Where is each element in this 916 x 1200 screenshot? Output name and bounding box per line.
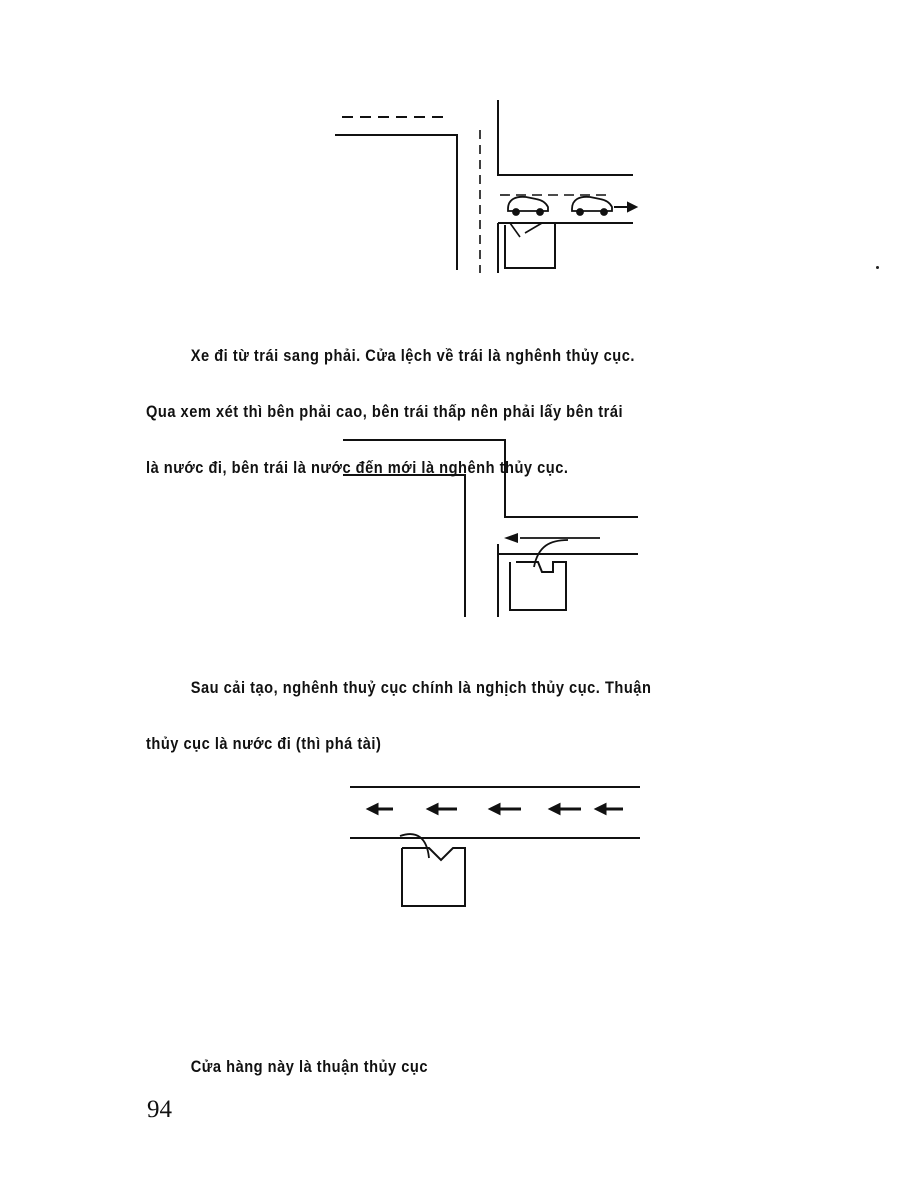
road-right-edge	[498, 100, 633, 175]
store-outline	[510, 562, 566, 610]
figure-1-junction-cars	[330, 95, 640, 275]
paragraph-3	[146, 1025, 705, 1109]
paragraph-2-line-2: thủy cục là nước đi (thì phá tài)	[146, 734, 382, 753]
store-outline	[402, 848, 465, 906]
flow-arrow-left-icon	[504, 533, 518, 543]
traffic-arrows-left-icon	[369, 805, 623, 813]
paragraph-1-line-3: là nước đi, bên trái là nước đến mới là nghênh thủy cục.	[146, 458, 569, 477]
paragraph-3-line-1: Cửa hàng này là thuận thủy cục	[190, 1057, 428, 1076]
road-top-edge	[343, 440, 638, 517]
paragraph-2	[146, 646, 705, 786]
road-left-edge	[335, 135, 457, 270]
paragraph-1-line-2: Qua xem xét thì bên phải cao, bên trái thấp nên phải lấy bên trái	[146, 402, 624, 421]
figure-3-svg	[345, 778, 645, 910]
page-number: 94	[147, 1096, 172, 1123]
figure-1-svg	[330, 95, 640, 275]
speck	[876, 266, 879, 269]
figure-2-junction-renovated	[338, 432, 648, 622]
figure-2-svg	[338, 432, 648, 622]
paragraph-1-line-1: Xe đi từ trái sang phải. Cửa lệch về trái là nghênh thủy cục.	[190, 346, 635, 365]
store-door	[510, 223, 542, 237]
car-1-icon	[508, 197, 548, 215]
paragraph-2-line-1: Sau cải tạo, nghênh thuỷ cục chính là nghịch thủy cục. Thuận	[190, 678, 652, 697]
road-inner-edge	[343, 475, 465, 617]
car-2-icon	[572, 197, 612, 215]
traffic-arrow-right-icon	[614, 203, 636, 211]
figure-3-straight-road	[345, 778, 645, 910]
